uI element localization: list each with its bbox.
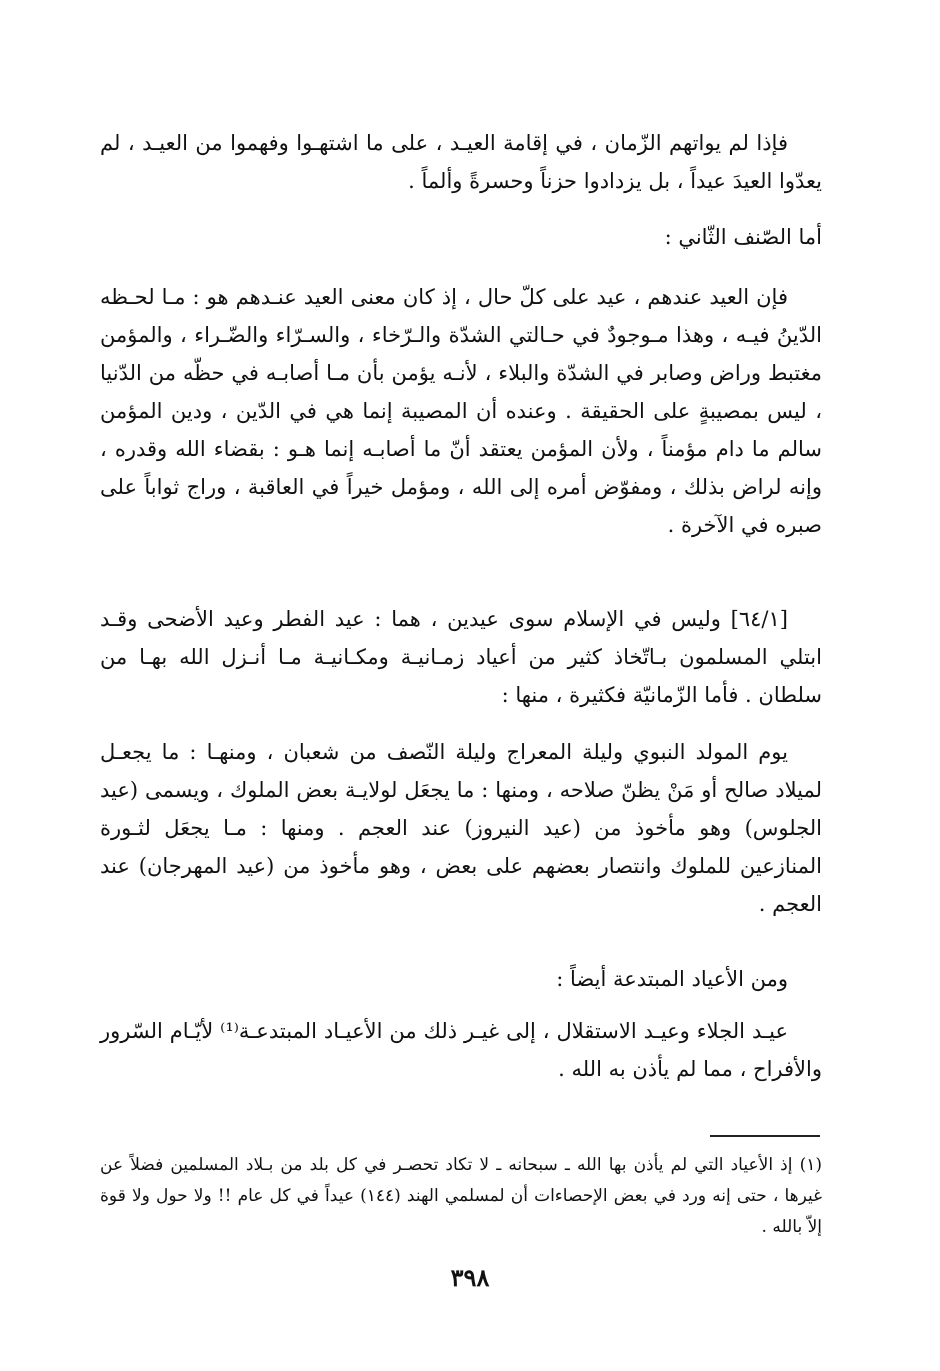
section-heading: أما الصّنف الثّاني : (664, 225, 822, 249)
body-paragraph: عيـد الجلاء وعيـد الاستقلال ، إلى غيـر ذلك من الأعيـاد المبتدعـة⁽¹⁾ لأيّـام السّرور والأفراح ، مما لم يأذن به الله . (100, 1019, 822, 1081)
body-paragraph: فإن العيد عندهم ، عيد على كلّ حال ، إذ كان معنى العيد عنـدهم هو : مـا لحـظه الدّينُ فيـه ، وهذا مـوجودٌ في حـالتي الشدّة والـرّخاء ، والسـرّاء والضّـراء ، والمؤمن مغتبط وراض وصابر في الشدّة والبلاء ، لأنـه يؤمن بأن مـا أصابـه في حظّه من الدّنيا ، ليس بمصيبةٍ على الحقيقة . وعنده أن المصيبة إنما هي في الدّين ، ودين المؤمن سالم ما دام مؤمناً ، ولأن المؤمن يعتقد أنّ ما أصابـه إنما هـو : بقضاء الله وقدره ، وإنه لراض بذلك ، ومفوّض أمره إلى الله ، ومؤمل خيراً في العاقبة ، وراج ثواباً على صبره في الآخرة . (100, 285, 822, 537)
paragraph-fourth-group (100, 733, 822, 923)
footnote: (١) إذ الأعياد التي لم يأذن بها الله ـ سبحانه ـ لا تكاد تحصـر في كل بلد من بـلاد المسلمين فضلاً عن غيرها ، حتى إنه ورد في بعض الإحصاءات أن لمسلمي الهند (١٤٤) عيداً في كل عام !! ولا حول ولا قوة إلاّ بالله . (100, 1155, 822, 1237)
body-paragraph: يوم المولد النبوي وليلة المعراج وليلة النّصف من شعبان ، ومنهـا : ما يجعـل لميلاد صالح أو مَنْ يظنّ صلاحه ، ومنها : ما يجعَل لولايـة بعض الملوك ، ويسمى (عيد الجلوس) وهو مأخوذ من (عيد النيروز) عند العجم . ومنها : مـا يجعَل لثـورة المنازعين للملوك وانتصار بعضهم على بعض ، وهو مأخوذ من (عيد المهرجان) عند العجم . (100, 740, 822, 916)
section-heading-block (100, 960, 822, 998)
section-heading-block (100, 218, 822, 256)
paragraph-fifth-group (100, 1012, 822, 1088)
body-paragraph: فإذا لم يواتهم الزّمان ، في إقامة العيـد ، على ما اشتهـوا وفهموا من العيـد ، لم يعدّوا العيدَ عيداً ، بل يزدادوا حزناً وحسرةً وألماً . (100, 131, 822, 193)
body-paragraph: [٦٤/١] وليس في الإسلام سوى عيدين ، هما : عيد الفطر وعيد الأضحى وقـد ابتلي المسلمون بـاتّخاذ كثير من أعياد زمـانيـة ومكـانيـة مـا أنـزل الله بهـا من سلطان . فأما الزّمانيّة فكثيرة ، منها : (100, 607, 822, 707)
section-heading: ومن الأعياد المبتدعة أيضاً : (556, 967, 788, 991)
footnote-divider (710, 1135, 820, 1137)
paragraph-first-group (100, 124, 822, 200)
paragraph-third-group (100, 600, 822, 714)
paragraph-second-group (100, 278, 822, 544)
page-number: ٣٩٨ (450, 1263, 490, 1292)
footnotes (100, 1150, 822, 1243)
